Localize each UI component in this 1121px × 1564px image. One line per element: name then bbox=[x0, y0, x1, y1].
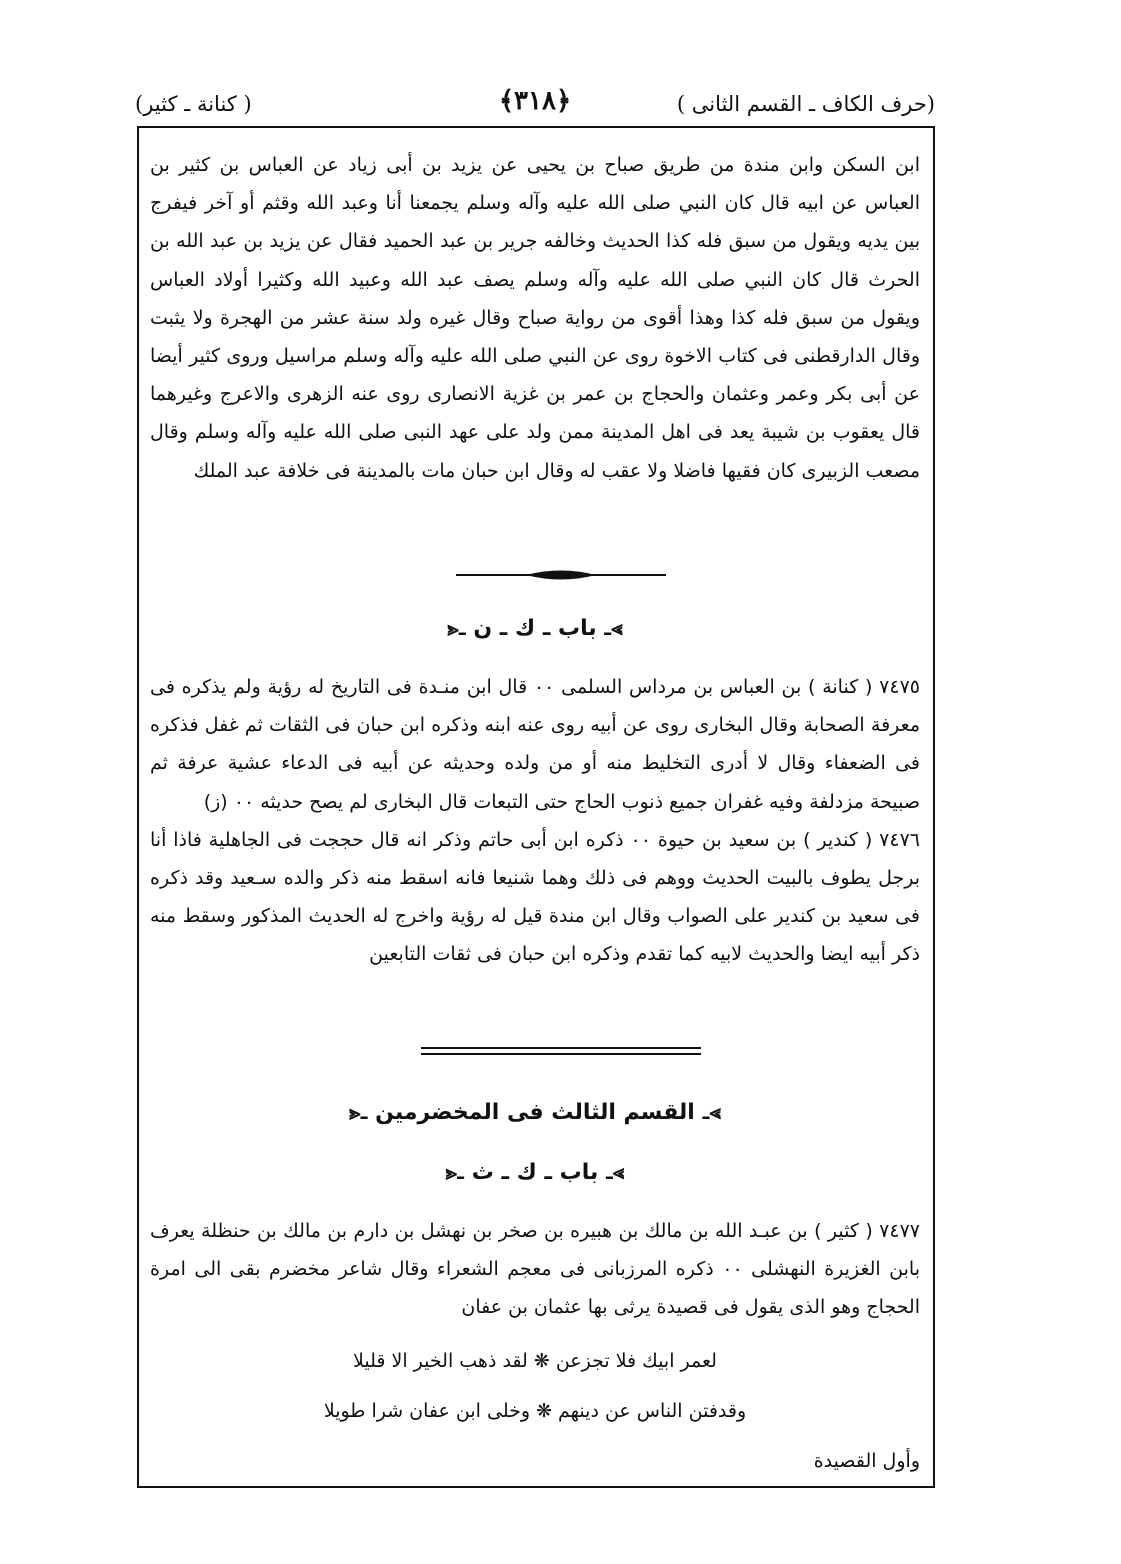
section3-subheading bbox=[150, 1160, 920, 1185]
entry-7476: ٧٤٧٦ ( كندير ) بن سعيد بن حيوة ٠٠ ذكره ابن أبى حاتم وذكر انه قال حججت فى الجاهلية فاذا أنا برجل يطوف بالبيت الحديث ووهم فى ذلك وهما شنيعا فانه اسقط منه ذكر والده سـعيد وقد ذكره فى سعيد بن كندير على الصواب وقال ابن مندة قيل له رؤية واخرج له الحديث المذكور وسقط منه ذكر أبيه ايضا والحديث لابيه كما تقدم وذكره ابن حبان فى ثقات التابعين bbox=[150, 828, 920, 966]
ornament-left-icon: ⪢ـ bbox=[604, 616, 623, 640]
ornament-right-icon: ـ⪡ bbox=[447, 616, 466, 640]
section2-heading-text: باب ـ ك ـ ن bbox=[473, 616, 597, 641]
double-rule-divider bbox=[421, 1046, 701, 1056]
header-chapter: (حرف الكاف ـ القسم الثانى ) bbox=[676, 92, 935, 116]
section3-heading-text: القسم الثالث فى المخضرمين bbox=[375, 1100, 695, 1125]
entry-7477: ٧٤٧٧ ( كثير ) بن عبـد الله بن مالك بن هبيره بن صخر بن نهشل بن دارم بن مالك بن حنظلة يعرف بابن الغزيرة النهشلى ٠٠ ذكره المرزبانى فى معجم الشعراء وقال شاعر مخضرم بقى الى امرة الحجاج وهو الذى يقول فى قصيدة يرثى بها عثمان بن عفان bbox=[150, 1220, 920, 1319]
closing-line: وأول القصيدة bbox=[813, 1450, 920, 1472]
header-entry-range: ( كنانة ـ كثير) bbox=[135, 92, 252, 116]
poem-verse-2: وقدفتن الناس عن دينهم ❋ وخلى ابن عفان شرا طويلا bbox=[323, 1400, 747, 1422]
ornament-right-icon: ـ⪡ bbox=[445, 1160, 465, 1184]
ornament-left-icon: ⪢ـ bbox=[702, 1100, 721, 1124]
ornament-right-icon: ـ⪡ bbox=[349, 1100, 368, 1124]
entry-7475: ٧٤٧٥ ( كنانة ) بن العباس بن مرداس السلمى ٠٠ قال ابن منـدة فى التاريخ له رؤية ولم يذكره فى معرفة الصحابة وقال البخارى روى عن أبيه روى عنه ابنه وذكره ابن حبان فى الثقات ثم غفل فذكره فى الضعفاء وقال لا أدرى التخليط منه أو من ولده وحديثه عن أبيه فى الدعاء عشية عرفة ثم صبيحة مزدلفة وفيه غفران جميع ذنوب الحاج حتى التبعات قال البخارى لم يصح حديثه ٠٠ (ز) bbox=[150, 676, 920, 813]
section2-body bbox=[150, 668, 920, 974]
section1-paragraph: ابن السكن وابن مندة من طريق صباح بن يحيى عن يزيد بن أبى زياد عن العباس بن كثير بن العباس عن ابيه قال كان النبي صلى الله عليه وآله وسلم يجمعنا أنا وعبد الله وقثم أو آخر فيفرج بين يديه ويقول من سبق فله كذا الحديث وخالفه جرير بن عبد الحميد فقال عن يزيد بن عبد الله بن الحرث قال كان النبي صلى الله عليه وآله وسلم يصف عبد الله وعبيد الله وكثيرا أولاد العباس ويقول من سبق فله كذا وهذا أقوى من رواية صباح وقال غيره ولد سنة عشر من الهجرة ولا يثبت وقال الدارقطنى فى كتاب الاخوة روى عن النبي صلى الله عليه وآله وسلم مراسيل وروى كثير أيضا عن أبى بكر وعمر وعثمان والحجاج بن عمر بن غزية الانصارى روى عنه الزهرى والاعرج وغيرهما قال يعقوب بن شيبة يعد فى اهل المدينة ممن ولد على عهد النبى صلى الله عليه وآله وسلم وقال مصعب الزبيرى كان فقيها فاضلا ولا عقب له وقال ابن حبان مات بالمدينة فى خلافة عبد الملك bbox=[150, 154, 920, 482]
page-number: ﴿٣١٨﴾ bbox=[498, 86, 572, 116]
poem-verse-1: لعمر ابيك فلا تجزعن ❋ لقد ذهب الخير الا قليلا bbox=[353, 1350, 717, 1372]
page-header bbox=[135, 86, 935, 122]
section3-body bbox=[150, 1212, 920, 1327]
ornament-divider bbox=[456, 568, 666, 582]
ornament-left-icon: ⪢ـ bbox=[605, 1160, 625, 1184]
section2-heading bbox=[150, 616, 920, 641]
section3-heading bbox=[150, 1100, 920, 1125]
section3-subheading-text: باب ـ ك ـ ث bbox=[471, 1160, 599, 1185]
closing-line-wrap bbox=[150, 1442, 920, 1480]
section1-body bbox=[150, 146, 920, 490]
